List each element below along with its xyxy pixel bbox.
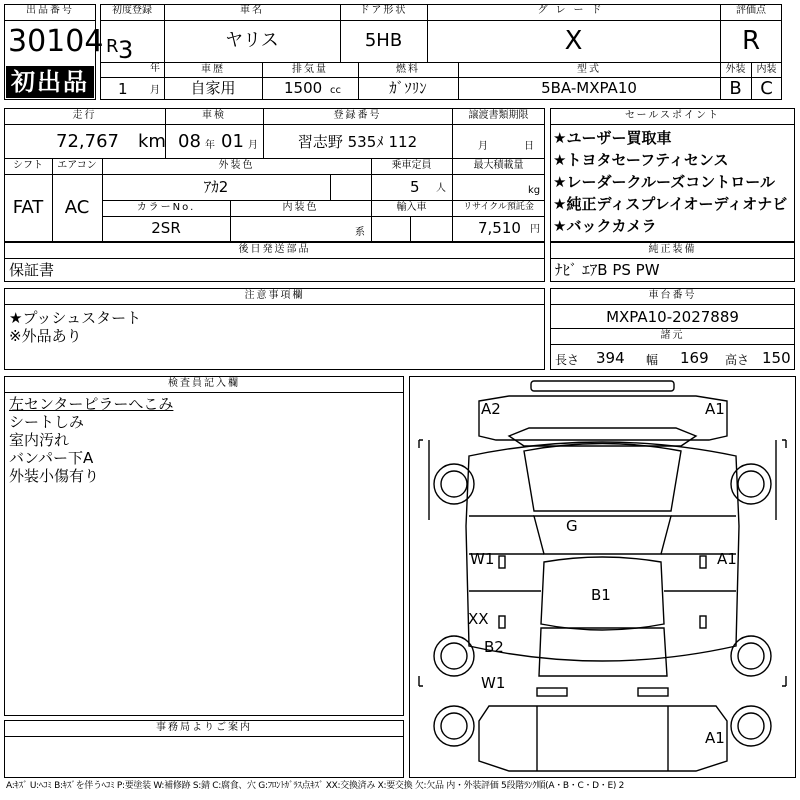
history-value: 自家用 — [190, 79, 236, 97]
lot-label: 出品番号 — [26, 5, 74, 16]
first-reg-era: R — [106, 36, 119, 57]
later-parts-label: 後日発送部品 — [238, 244, 311, 255]
max-load-label: 最大積載量 — [473, 160, 524, 171]
car-name-label: 車名 — [240, 5, 264, 16]
damage-mark: A1 — [705, 729, 725, 747]
width-value: 169 — [680, 349, 709, 367]
inspector-line: 室内汚れ — [9, 431, 70, 449]
sales-point-item: ★バックカメラ — [553, 217, 657, 235]
reg-no-label: 登録番号 — [333, 110, 382, 121]
specs-label: 諸元 — [660, 330, 685, 341]
door-type: 5HB — [364, 30, 403, 51]
damage-mark: W1 — [470, 550, 495, 568]
interior-grade: C — [760, 78, 773, 99]
sales-point-item: ★レーダークルーズコントロール — [553, 173, 775, 191]
inspector-line: バンパー下A — [9, 449, 94, 467]
equipment-label: 純正装備 — [648, 244, 697, 255]
office-label: 事務局よりご案内 — [156, 722, 252, 733]
car-name: ヤリス — [225, 30, 279, 51]
later-parts-value: 保証書 — [9, 261, 55, 279]
fuel-value: ｶﾞｿﾘﾝ — [389, 79, 427, 97]
first-reg-year-unit: 年 — [150, 63, 160, 74]
grade-value: X — [564, 26, 583, 56]
score-label: 評価点 — [736, 5, 766, 16]
damage-mark: A2 — [481, 400, 501, 418]
height-label: 高さ — [725, 353, 750, 367]
transfer-day-unit: 日 — [524, 141, 534, 152]
ext-color-value: ｱｶ2 — [203, 178, 229, 196]
inspector-line: 外装小傷有り — [9, 467, 100, 485]
damage-mark: G — [566, 517, 578, 535]
damage-mark: W1 — [481, 674, 506, 692]
displacement-unit: cc — [330, 85, 341, 96]
color-no-value: 2SR — [151, 219, 181, 237]
displacement-value: 1500 — [284, 79, 323, 97]
displacement-label: 排気量 — [292, 64, 328, 75]
first-reg-month: 1 — [118, 80, 128, 98]
capacity-label: 乗車定員 — [391, 160, 432, 171]
caution-label: 注意事項欄 — [244, 290, 305, 301]
width-label: 幅 — [646, 353, 659, 367]
transfer-label: 譲渡書類期限 — [468, 110, 529, 121]
damage-mark: B2 — [484, 638, 504, 656]
aircon-value: AC — [64, 197, 90, 218]
vehicle-info-grid — [4, 108, 545, 242]
transfer-month-unit: 月 — [478, 141, 488, 152]
sales-point-item: ★純正ディスプレイオーディオナビ — [553, 195, 788, 213]
inspection-year-unit: 年 — [205, 140, 215, 151]
score-value: R — [741, 26, 761, 56]
capacity-unit: 人 — [436, 183, 446, 194]
exterior-grade-label: 外装 — [725, 64, 746, 75]
recycle-value: 7,510 — [478, 219, 521, 237]
damage-mark: A1 — [705, 400, 725, 418]
mileage-label: 走行 — [72, 110, 97, 121]
chassis-label: 車台番号 — [648, 290, 697, 301]
model-value: 5BA-MXPA10 — [541, 79, 637, 97]
damage-mark: B1 — [591, 586, 611, 604]
import-label: 輸入車 — [396, 202, 427, 213]
color-no-label: カラーNo. — [136, 202, 196, 213]
inspector-line: シートしみ — [9, 413, 85, 431]
car-diagram — [409, 376, 796, 778]
history-label: 車歴 — [201, 64, 225, 75]
legend-text: A:ｷｽﾞ U:ﾍｺﾐ B:ｷｽﾞを伴うﾍｺﾐ P:要塗装 W:補修跡 S:錆 C:腐食、穴 G:ﾌﾛﾝﾄｶﾞﾗｽ点ｷｽﾞ XX:交換済み X:要交換 欠:欠品 内・外装評価 5段階ﾗﾝｸ順(A・B・C・D・E) 2 — [6, 781, 625, 791]
height-value: 150 — [762, 349, 791, 367]
inspection-month-unit: 月 — [248, 140, 258, 151]
inspector-line: 左センターピラーへこみ — [9, 395, 174, 413]
int-color-unit: 系 — [355, 227, 365, 238]
max-load-unit: kg — [528, 185, 541, 196]
capacity-value: 5 — [410, 178, 420, 196]
exterior-grade: B — [729, 78, 742, 99]
first-listing-badge: 初出品 — [6, 66, 94, 98]
recycle-label: リサイクル預託金 — [463, 202, 534, 212]
caution-line: ※外品あり — [9, 327, 82, 345]
door-label: ドア形状 — [359, 5, 408, 16]
length-value: 394 — [596, 349, 625, 367]
model-label: 型式 — [577, 64, 601, 75]
sales-point-item: ★ユーザー買取車 — [553, 129, 672, 147]
fuel-label: 燃料 — [396, 64, 420, 75]
damage-mark: A1 — [717, 550, 737, 568]
recycle-unit: 円 — [530, 224, 540, 235]
chassis-number: MXPA10-2027889 — [606, 308, 739, 326]
shift-value: FAT — [12, 197, 44, 218]
aircon-label: エアコン — [57, 160, 97, 171]
reg-no-value: 習志野 535ﾒ 112 — [297, 133, 418, 151]
first-reg-label: 初度登録 — [112, 5, 152, 16]
first-reg-year: 3 — [118, 36, 134, 64]
sales-points-label: セールスポイント — [624, 110, 721, 121]
shift-label: シフト — [13, 160, 43, 171]
equipment-value: ﾅﾋﾞ ｴｱB PS PW — [555, 261, 660, 279]
mileage-unit: km — [138, 131, 166, 152]
sales-point-item: ★トヨタセーフティセンス — [553, 151, 729, 169]
length-label: 長さ — [555, 353, 580, 367]
grade-label: グレード — [537, 5, 610, 16]
inspection-label: 車検 — [202, 110, 226, 121]
interior-grade-label: 内装 — [756, 64, 777, 75]
inspection-year: 08 — [178, 131, 201, 152]
mileage-value: 72,767 — [56, 131, 119, 152]
damage-mark: XX — [468, 610, 489, 628]
int-color-label: 内装色 — [282, 202, 319, 213]
caution-line: ★プッシュスタート — [9, 309, 142, 327]
lot-number: 30104 — [8, 24, 104, 59]
first-reg-month-unit: 月 — [150, 85, 160, 96]
ext-color-label: 外装色 — [218, 160, 255, 171]
inspection-month: 01 — [221, 131, 244, 152]
inspector-label: 検査員記入欄 — [168, 378, 240, 389]
